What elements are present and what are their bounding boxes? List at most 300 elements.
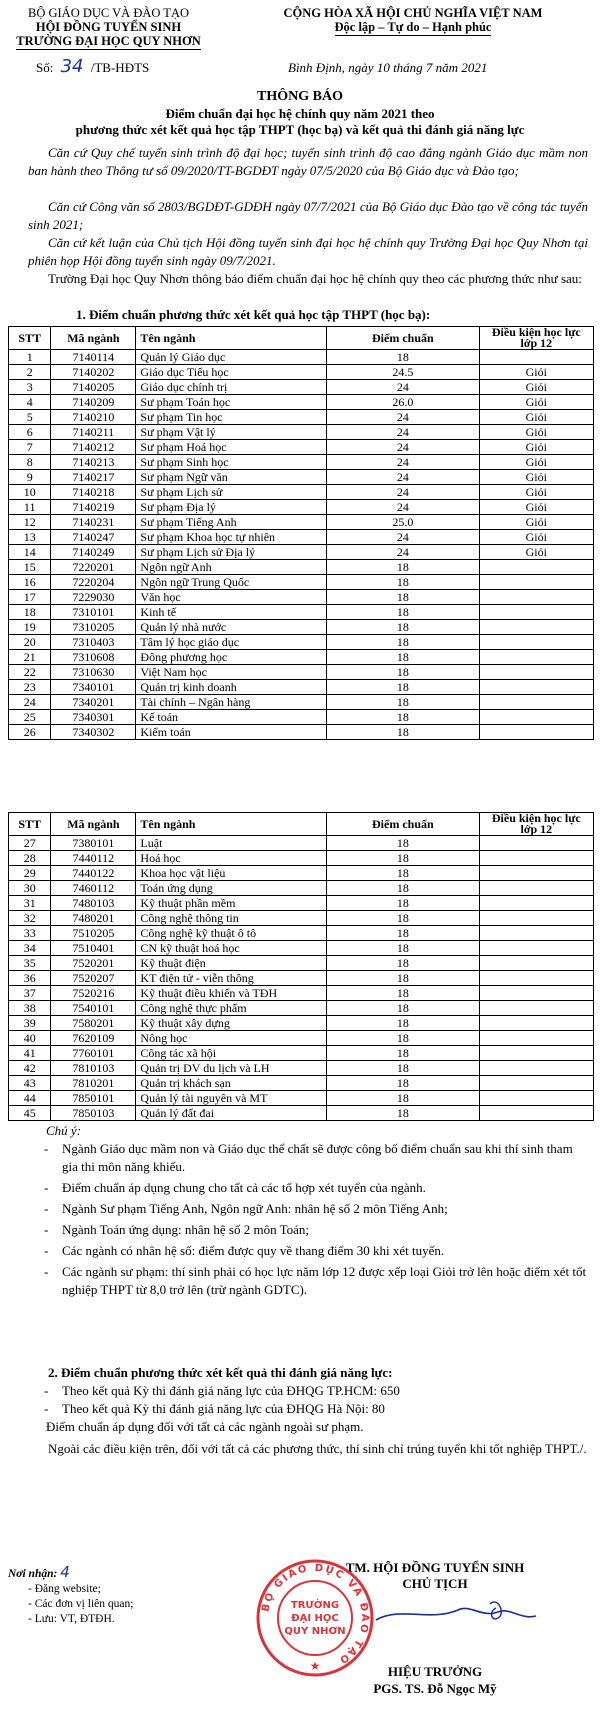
cell-code: 7310205 (51, 620, 136, 635)
cell-code: 7140231 (51, 515, 136, 530)
score-table-2 (8, 812, 594, 1121)
cell-score: 18 (327, 635, 480, 650)
cell-score: 18 (327, 725, 480, 740)
cell-code: 7310101 (51, 605, 136, 620)
cell-stt: 30 (9, 881, 51, 896)
notes-title: Chú ý: (46, 1123, 82, 1138)
cell-stt: 23 (9, 680, 51, 695)
cell-condition (479, 851, 593, 866)
cell-name: Công nghệ thông tin (136, 911, 327, 926)
table-row (9, 1061, 594, 1076)
preamble-2: Căn cứ Công văn số 2803/BGDĐT-GDĐH ngày 07/7/2021 của Bộ Giáo dục Đào tạo về công tác tuyển sinh 2021; (28, 199, 588, 232)
cell-score: 24 (327, 455, 480, 470)
cell-code: 7140249 (51, 545, 136, 560)
preamble-1: Căn cứ Quy chế tuyển sinh trình độ đại học; tuyển sinh trình độ cao đẳng ngành Giáo dục mầm non ban hành theo Thông tư số 09/2020/TT-BGDĐT ngày 07/5/2020 của Bộ Giáo dục và Đào tạo; (28, 145, 588, 178)
table-row (9, 410, 594, 425)
notes-list (40, 1140, 590, 1302)
cell-score: 18 (327, 680, 480, 695)
council-name: HỘI ĐỒNG TUYỂN SINH (35, 20, 182, 34)
cell-score: 24.5 (327, 365, 480, 380)
cell-condition (479, 1061, 593, 1076)
cell-name: Sư phạm Khoa học tự nhiên (136, 530, 327, 545)
table-row (9, 665, 594, 680)
cell-name: Kỹ thuật xây dựng (136, 1016, 327, 1031)
cell-score: 18 (327, 560, 480, 575)
cell-condition: Giỏi (479, 545, 593, 560)
official-stamp (255, 1558, 375, 1678)
cell-code: 7140202 (51, 365, 136, 380)
cell-stt: 19 (9, 620, 51, 635)
cell-stt: 38 (9, 1001, 51, 1016)
cell-stt: 18 (9, 605, 51, 620)
cell-condition (479, 605, 593, 620)
cell-score: 24 (327, 530, 480, 545)
list-item: - Đăng website; (28, 1583, 101, 1595)
signature-role: CHỦ TỊCH (402, 1576, 468, 1591)
cell-score: 18 (327, 350, 480, 365)
issuer-block (6, 6, 211, 50)
motto: Độc lập – Tự do – Hạnh phúc (334, 20, 492, 34)
cell-name: Sư phạm Hoá học (136, 440, 327, 455)
table-row (9, 395, 594, 410)
cell-condition (479, 560, 593, 575)
cell-score: 18 (327, 866, 480, 881)
cell-stt: 21 (9, 650, 51, 665)
cell-score: 24 (327, 500, 480, 515)
cell-condition (479, 956, 593, 971)
handwritten-count: 4 (60, 1563, 70, 1581)
cell-name: Quản lý nhà nước (136, 620, 327, 635)
cell-code: 7850101 (51, 1091, 136, 1106)
table-row (9, 530, 594, 545)
cell-code: 7850103 (51, 1106, 136, 1121)
cell-stt: 12 (9, 515, 51, 530)
cell-score: 18 (327, 590, 480, 605)
section-2-title: 2. Điểm chuẩn phương thức xét kết quả thi đánh giá năng lực: (48, 1365, 393, 1380)
cell-stt: 20 (9, 635, 51, 650)
cell-name: Sư phạm Sinh học (136, 455, 327, 470)
table-row (9, 911, 594, 926)
cell-name: Quản trị khách sạn (136, 1076, 327, 1091)
cell-condition: Giỏi (479, 440, 593, 455)
cell-name: Nông học (136, 1031, 327, 1046)
cell-code: 7340302 (51, 725, 136, 740)
cell-stt: 36 (9, 971, 51, 986)
cell-code: 7810103 (51, 1061, 136, 1076)
cell-code: 7580201 (51, 1016, 136, 1031)
cell-name: Sư phạm Địa lý (136, 500, 327, 515)
cell-name: Quản lý tài nguyên và MT (136, 1091, 327, 1106)
cell-score: 18 (327, 1016, 480, 1031)
cell-stt: 2 (9, 365, 51, 380)
stamp-line: QUY NHƠN (284, 1626, 346, 1637)
cell-condition: Giỏi (479, 515, 593, 530)
table-row (9, 350, 594, 365)
cell-name: Sư phạm Toán học (136, 395, 327, 410)
cell-code: 7220204 (51, 575, 136, 590)
cell-name: Tài chính – Ngân hàng (136, 695, 327, 710)
table-row (9, 710, 594, 725)
cell-condition: Giỏi (479, 500, 593, 515)
cell-name: KT điện tử - viễn thông (136, 971, 327, 986)
table-row (9, 440, 594, 455)
stamp-line: ĐẠI HỌC (291, 1613, 339, 1624)
cell-condition (479, 836, 593, 851)
cell-code: 7140218 (51, 485, 136, 500)
cell-score: 18 (327, 665, 480, 680)
doc-subtitle-2: phương thức xét kết quả học tập THPT (học bạ) và kết quả thi đánh giá năng lực (75, 122, 525, 137)
cell-score: 18 (327, 956, 480, 971)
col-code: Mã ngành (51, 327, 136, 350)
table-row (9, 881, 594, 896)
handwritten-signature (370, 1592, 545, 1632)
cell-score: 26.0 (327, 395, 480, 410)
cell-code: 7310630 (51, 665, 136, 680)
note-item: - Điểm chuẩn áp dụng chung cho tất cả các tổ hợp xét tuyển của ngành. (40, 1179, 590, 1197)
signer-name: PGS. TS. Đỗ Ngọc Mỹ (373, 1681, 497, 1696)
table-row (9, 575, 594, 590)
cell-code: 7510205 (51, 926, 136, 941)
cell-score: 18 (327, 695, 480, 710)
cell-code: 7520207 (51, 971, 136, 986)
cell-name: Kiểm toán (136, 725, 327, 740)
cell-name: Ngôn ngữ Anh (136, 560, 327, 575)
cell-code: 7140114 (51, 350, 136, 365)
cell-stt: 24 (9, 695, 51, 710)
table-row (9, 851, 594, 866)
note-item: - Ngành Giáo dục mầm non và Giáo dục thể chất sẽ được công bố điểm chuẩn sau khi thí sinh tham gia thi môn năng khiếu. (40, 1140, 590, 1176)
cell-score: 18 (327, 1091, 480, 1106)
note-item: - Các ngành có nhân hệ số: điểm được quy về thang điểm 30 khi xét tuyển. (40, 1242, 590, 1260)
table-row (9, 365, 594, 380)
cell-code: 7140247 (51, 530, 136, 545)
cell-code: 7140219 (51, 500, 136, 515)
cell-condition: Giỏi (479, 425, 593, 440)
cell-condition (479, 866, 593, 881)
cell-name: Đông phương học (136, 650, 327, 665)
table-row (9, 986, 594, 1001)
cell-condition: Giỏi (479, 485, 593, 500)
cell-code: 7140210 (51, 410, 136, 425)
cell-name: Giáo dục chính trị (136, 380, 327, 395)
cell-name: Kế toán (136, 710, 327, 725)
cell-name: Khoa học vật liệu (136, 866, 327, 881)
cell-name: Văn học (136, 590, 327, 605)
cell-code: 7140212 (51, 440, 136, 455)
cell-score: 24 (327, 545, 480, 560)
cell-stt: 14 (9, 545, 51, 560)
cell-name: Quản lý Giáo dục (136, 350, 327, 365)
cell-stt: 44 (9, 1091, 51, 1106)
cell-stt: 15 (9, 560, 51, 575)
cell-stt: 26 (9, 725, 51, 740)
cell-stt: 29 (9, 866, 51, 881)
cell-condition: Giỏi (479, 530, 593, 545)
cell-name: Kỹ thuật điều khiển và TĐH (136, 986, 327, 1001)
table-row (9, 941, 594, 956)
cell-score: 18 (327, 1061, 480, 1076)
cell-code: 7140209 (51, 395, 136, 410)
cell-stt: 28 (9, 851, 51, 866)
cell-score: 24 (327, 425, 480, 440)
table-row (9, 650, 594, 665)
note-item: - Ngành Sư phạm Tiếng Anh, Ngôn ngữ Anh: nhân hệ số 2 môn Tiếng Anh; (40, 1200, 590, 1218)
table-row (9, 635, 594, 650)
cell-score: 24 (327, 440, 480, 455)
closing-text: Ngoài các điều kiện trên, đối với tất cả các phương thức, thí sinh chỉ trúng tuyển khi tốt nghiệp THPT./. (48, 1441, 587, 1456)
cell-stt: 37 (9, 986, 51, 1001)
cell-stt: 35 (9, 956, 51, 971)
svg-text:★: ★ (309, 1659, 321, 1673)
cell-condition (479, 1031, 593, 1046)
cell-stt: 13 (9, 530, 51, 545)
cell-score: 25.0 (327, 515, 480, 530)
cell-condition: Giỏi (479, 365, 593, 380)
table-row (9, 1031, 594, 1046)
cell-stt: 10 (9, 485, 51, 500)
table-row (9, 1016, 594, 1031)
handwritten-number: 34 (60, 56, 84, 77)
cell-stt: 45 (9, 1106, 51, 1121)
note-item: - Các ngành sư phạm: thí sinh phải có học lực năm lớp 12 được xếp loại Giỏi trở lên hoặc điểm xét tốt nghiệp THPT từ 8,0 trở lên (trừ ngành GDTC). (40, 1263, 590, 1299)
cell-condition: Giỏi (479, 380, 593, 395)
table-row (9, 455, 594, 470)
cell-stt: 31 (9, 896, 51, 911)
cell-stt: 9 (9, 470, 51, 485)
cell-condition (479, 971, 593, 986)
cell-score: 24 (327, 470, 480, 485)
cell-name: Giáo dục Tiểu học (136, 365, 327, 380)
cell-score: 18 (327, 1046, 480, 1061)
cell-condition (479, 710, 593, 725)
cell-score: 18 (327, 836, 480, 851)
ministry-name: BỘ GIÁO DỤC VÀ ĐÀO TẠO (28, 6, 189, 20)
table-row (9, 956, 594, 971)
cell-name: Ngôn ngữ Trung Quốc (136, 575, 327, 590)
list-item: - Lưu: VT, ĐTĐH. (28, 1613, 115, 1625)
cell-stt: 3 (9, 380, 51, 395)
col-name: Tên ngành (136, 813, 327, 836)
cell-code: 7140217 (51, 470, 136, 485)
table-row (9, 590, 594, 605)
signature-title: TM. HỘI ĐỒNG TUYỂN SINH (345, 1560, 525, 1575)
cell-condition (479, 650, 593, 665)
cell-stt: 27 (9, 836, 51, 851)
cell-code: 7310608 (51, 650, 136, 665)
recipients-block (8, 1565, 133, 1627)
cell-code: 7140213 (51, 455, 136, 470)
cell-condition (479, 881, 593, 896)
cell-name: Quản lý đất đai (136, 1106, 327, 1121)
col-score: Điểm chuẩn (327, 327, 480, 350)
cell-condition (479, 590, 593, 605)
doc-subtitle-1: Điểm chuẩn đại học hệ chính quy năm 2021 theo (165, 106, 435, 121)
table-row (9, 866, 594, 881)
table-header-row (9, 813, 594, 836)
cell-score: 24 (327, 485, 480, 500)
table-row (9, 485, 594, 500)
cell-stt: 25 (9, 710, 51, 725)
cell-score: 24 (327, 380, 480, 395)
cell-name: Kỹ thuật phần mềm (136, 896, 327, 911)
cell-stt: 39 (9, 1016, 51, 1031)
cell-condition: Giỏi (479, 470, 593, 485)
table-row (9, 425, 594, 440)
table-row (9, 1091, 594, 1106)
cell-stt: 16 (9, 575, 51, 590)
col-condition: Điều kiện học lực lớp 12 (479, 327, 593, 350)
table-row (9, 1001, 594, 1016)
cell-name: Quản trị kinh doanh (136, 680, 327, 695)
country-name: CỘNG HÒA XÃ HỘI CHỦ NGHĨA VIỆT NAM (283, 6, 543, 20)
cell-stt: 8 (9, 455, 51, 470)
doc-title: THÔNG BÁO (257, 89, 343, 104)
stamp-line: TRƯỜNG (290, 1600, 340, 1611)
table-row (9, 560, 594, 575)
cell-code: 7340201 (51, 695, 136, 710)
cell-code: 7480103 (51, 896, 136, 911)
cell-condition (479, 1001, 593, 1016)
cell-code: 7340101 (51, 680, 136, 695)
table-row (9, 725, 594, 740)
table-row (9, 680, 594, 695)
cell-score: 18 (327, 881, 480, 896)
cell-score: 18 (327, 575, 480, 590)
cell-condition (479, 911, 593, 926)
cell-stt: 40 (9, 1031, 51, 1046)
table-row (9, 605, 594, 620)
col-condition: Điều kiện học lực lớp 12 (479, 813, 593, 836)
table-row (9, 620, 594, 635)
cell-condition (479, 1106, 593, 1121)
score-table-1 (8, 326, 594, 740)
cell-code: 7229030 (51, 590, 136, 605)
cell-stt: 32 (9, 911, 51, 926)
section-2-list (40, 1382, 590, 1418)
cell-code: 7540101 (51, 1001, 136, 1016)
cell-score: 18 (327, 926, 480, 941)
cell-name: Công nghệ kỹ thuật ô tô (136, 926, 327, 941)
table-row (9, 515, 594, 530)
cell-condition (479, 665, 593, 680)
cell-name: Toán ứng dụng (136, 881, 327, 896)
cell-name: Sư phạm Vật lý (136, 425, 327, 440)
cell-score: 18 (327, 911, 480, 926)
cell-code: 7140211 (51, 425, 136, 440)
recipients-label: Nơi nhận: (8, 1568, 58, 1580)
cell-condition (479, 635, 593, 650)
table-row (9, 470, 594, 485)
cell-code: 7440112 (51, 851, 136, 866)
table-row (9, 1046, 594, 1061)
cell-code: 7760101 (51, 1046, 136, 1061)
cell-condition (479, 926, 593, 941)
table-row (9, 1076, 594, 1091)
cell-score: 18 (327, 1106, 480, 1121)
stamp-ring-text: BỘ GIÁO DỤC VÀ ĐÀO TẠO (260, 1562, 371, 1667)
cell-stt: 5 (9, 410, 51, 425)
list-item: - Theo kết quả Kỳ thi đánh giá năng lực của ĐHQG TP.HCM: 650 (40, 1382, 590, 1400)
cell-name: Sư phạm Lịch sử Địa lý (136, 545, 327, 560)
cell-condition (479, 695, 593, 710)
table-header-row (9, 327, 594, 350)
cell-stt: 34 (9, 941, 51, 956)
cell-condition (479, 620, 593, 635)
cell-name: Việt Nam học (136, 665, 327, 680)
col-stt: STT (9, 813, 51, 836)
cell-code: 7140205 (51, 380, 136, 395)
table-row (9, 500, 594, 515)
table-row (9, 971, 594, 986)
cell-condition (479, 896, 593, 911)
cell-condition (479, 1016, 593, 1031)
cell-condition (479, 680, 593, 695)
cell-stt: 41 (9, 1046, 51, 1061)
cell-score: 18 (327, 941, 480, 956)
cell-code: 7520216 (51, 986, 136, 1001)
cell-code: 7460112 (51, 881, 136, 896)
cell-stt: 22 (9, 665, 51, 680)
cell-code: 7510401 (51, 941, 136, 956)
cell-condition (479, 1091, 593, 1106)
cell-name: Luật (136, 836, 327, 851)
col-stt: STT (9, 327, 51, 350)
table-row (9, 926, 594, 941)
cell-score: 18 (327, 1001, 480, 1016)
cell-name: Kỹ thuật điện (136, 956, 327, 971)
cell-condition (479, 1076, 593, 1091)
cell-code: 7520201 (51, 956, 136, 971)
cell-code: 7620109 (51, 1031, 136, 1046)
cell-score: 18 (327, 620, 480, 635)
note-item: - Ngành Toán ứng dụng: nhân hệ số 2 môn Toán; (40, 1221, 590, 1239)
cell-condition: Giỏi (479, 410, 593, 425)
cell-name: Quản trị DV du lịch và LH (136, 1061, 327, 1076)
cell-score: 18 (327, 986, 480, 1001)
cell-stt: 33 (9, 926, 51, 941)
cell-score: 18 (327, 1076, 480, 1091)
cell-condition: Giỏi (479, 395, 593, 410)
table-row (9, 836, 594, 851)
cell-condition (479, 350, 593, 365)
cell-score: 18 (327, 971, 480, 986)
cell-code: 7380101 (51, 836, 136, 851)
cell-stt: 7 (9, 440, 51, 455)
cell-name: Sư phạm Tin học (136, 410, 327, 425)
cell-name: Sư phạm Tiếng Anh (136, 515, 327, 530)
cell-condition (479, 575, 593, 590)
cell-name: Sư phạm Lịch sử (136, 485, 327, 500)
cell-name: Sư phạm Ngữ văn (136, 470, 327, 485)
table-row (9, 545, 594, 560)
cell-code: 7220201 (51, 560, 136, 575)
cell-condition (479, 725, 593, 740)
list-item: - Theo kết quả Kỳ thi đánh giá năng lực của ĐHQG Hà Nội: 80 (40, 1400, 590, 1418)
cell-code: 7810201 (51, 1076, 136, 1091)
cell-name: Hoá học (136, 851, 327, 866)
cell-score: 24 (327, 410, 480, 425)
cell-stt: 4 (9, 395, 51, 410)
cell-stt: 6 (9, 425, 51, 440)
table-row (9, 896, 594, 911)
col-code: Mã ngành (51, 813, 136, 836)
document-number: Số: 34 /TB-HĐTS (36, 56, 150, 77)
cell-code: 7440122 (51, 866, 136, 881)
cell-name: CN kỹ thuật hoá học (136, 941, 327, 956)
cell-stt: 1 (9, 350, 51, 365)
list-item: - Các đơn vị liên quan; (28, 1598, 134, 1610)
cell-score: 18 (327, 851, 480, 866)
